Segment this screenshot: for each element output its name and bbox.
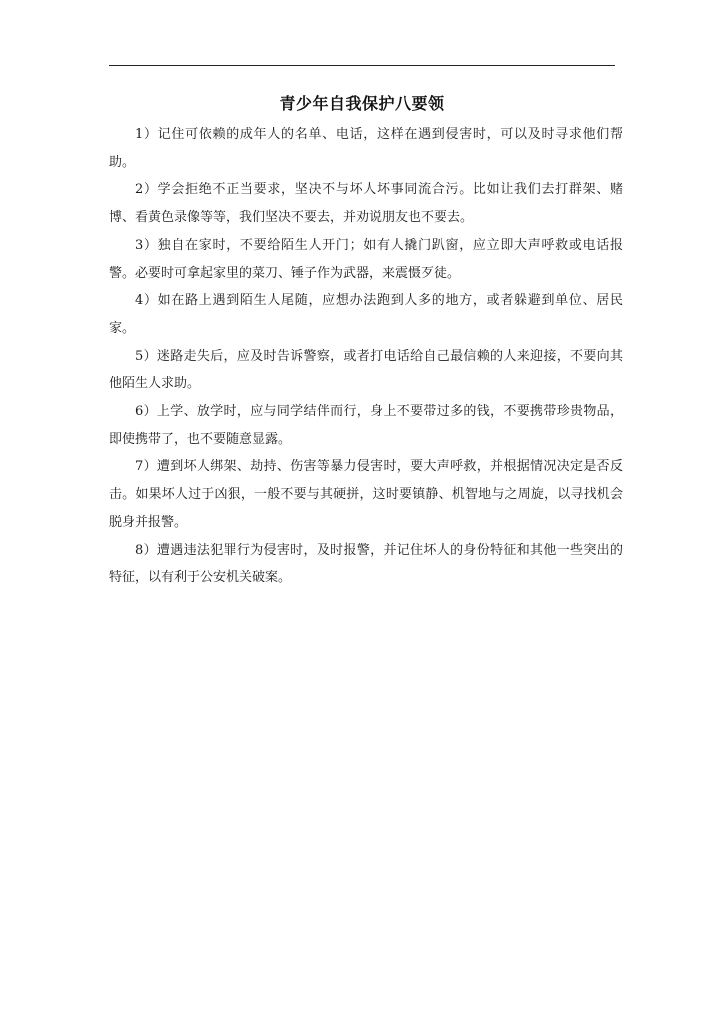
list-item-2: 2）学会拒绝不正当要求，坚决不与坏人坏事同流合污。比如让我们去打群架、赌博、看黄色录像等等，我们坚决不要去，并劝说朋友也不要去。 xyxy=(109,182,623,226)
list-item-4: 4）如在路上遇到陌生人尾随，应想办法跑到人多的地方，或者躲避到单位、居民家。 xyxy=(109,293,623,336)
list-item-8: 8）遭遇违法犯罪行为侵害时，及时报警，并记住坏人的身份特征和其他一些突出的特征，以有利于公安机关破案。 xyxy=(109,542,623,586)
list-item-5: 5）迷路走失后，应及时告诉警察，或者打电话给自己最信赖的人来迎接，不要向其他陌生人求助。 xyxy=(109,348,623,392)
document-body xyxy=(109,121,623,592)
list-item-3: 3）独自在家时，不要给陌生人开门；如有人撬门趴窗，应立即大声呼救或电话报警。必要时可拿起家里的菜刀、锤子作为武器，来震慑歹徒。 xyxy=(109,237,623,281)
list-item-1: 1）记住可依赖的成年人的名单、电话，这样在遇到侵害时，可以及时寻求他们帮助。 xyxy=(109,127,623,170)
page-title: 青少年自我保护八要领 xyxy=(279,94,445,113)
header-rule xyxy=(109,65,615,66)
list-item-6: 6）上学、放学时，应与同学结伴而行，身上不要带过多的钱，不要携带珍贵物品，即使携带了，也不要随意显露。 xyxy=(109,404,623,447)
list-item-7: 7）遭到坏人绑架、劫持、伤害等暴力侵害时，要大声呼救，并根据情况决定是否反击。如果坏人过于凶狠，一般不要与其硬拼，这时要镇静、机智地与之周旋，以寻找机会脱身并报警。 xyxy=(109,459,623,530)
